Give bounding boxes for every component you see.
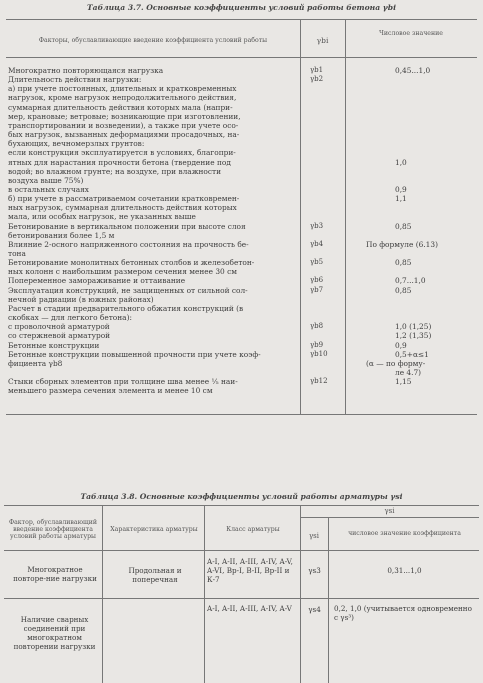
table-3-7-value: 0,7...1,0	[395, 276, 426, 286]
table-3-8-header-factor: Фактор, обуславливающий введение коэффициента условий работы арматуры	[8, 519, 97, 540]
table-3-7-value: 1,0	[395, 157, 407, 167]
table-3-8-header-class: Класс арматуры	[226, 526, 280, 533]
table-3-7-row-text: Попеременное замораживание и оттаивание	[8, 276, 186, 286]
table-3-7-header-rule	[6, 57, 477, 58]
table-row-value: 0,31...1,0	[387, 566, 422, 575]
table-3-7-row-text: Эксплуатация конструкций, не защищенных от сильной сол-	[8, 285, 248, 295]
table-3-7-row-text: ных нагрузок, суммарная длительность действия которых	[8, 203, 237, 213]
table-3-8-header-rule	[4, 550, 479, 551]
table-row-symbol: γs3	[308, 566, 321, 575]
table-3-7-value: 0,85	[395, 258, 412, 268]
table-3-7-symbol: γb1	[310, 66, 324, 74]
table-row-characteristic: Продольная и поперечная	[128, 566, 182, 584]
table-3-7-header-symbol: γbi	[316, 36, 329, 45]
table-3-7-row-text: с проволочной арматурой	[8, 322, 110, 332]
table-3-8-header-symbol: γsi	[308, 532, 319, 540]
table-3-7-value: 0,9	[395, 340, 407, 350]
table-3-7-row-text: мала, или особых нагрузок, не указанных выше	[8, 212, 196, 222]
table-3-7-row-text: ятных для нарастания прочности бетона (твердение под	[8, 157, 231, 167]
table-3-7-symbol: γb7	[310, 285, 324, 294]
table-3-7-symbol: γb3	[310, 221, 324, 230]
table-3-8-col-divider-4	[328, 517, 329, 683]
table-row-factor: Наличие сварных соединений при многократном повторении нагрузки	[13, 615, 96, 651]
table-3-7-value: 0,85	[395, 221, 412, 231]
table-3-7-row-text: ных колонн с наибольшим размером сечения менее 30 см	[8, 267, 237, 277]
table-3-7-value: 1,15	[395, 377, 412, 387]
table-3-7-symbol: γb6	[310, 276, 324, 285]
table-3-7-value: 0,45...1,0	[395, 66, 431, 75]
table-3-7-row-text: в остальных случаях	[8, 184, 89, 194]
table-row-class: A-I, A-II, A-III, A-IV, A-V, A-VI, Вр-I, В-II, Вр-II и К-7	[207, 557, 293, 584]
table-3-7-row-text: б) при учете в рассматриваемом сочетании кратковремен-	[8, 194, 240, 204]
table-3-7-row-text: Стыки сборных элементов при толщине шва менее ⅕ наи-	[8, 377, 238, 387]
table-3-8-col-divider-1	[102, 505, 103, 683]
table-3-7-symbol: γb9	[310, 340, 324, 349]
table-row-value: 0,2, 1,0 (учитывается одновременно с γs³)	[334, 604, 472, 622]
table-3-7-caption: Таблица 3.7. Основные коэффициенты условий работы бетона γbi	[87, 3, 396, 12]
table-3-8-col-divider-2	[204, 505, 205, 683]
table-3-7-bottom-rule	[6, 414, 477, 415]
table-3-7-value: 0,5+α≤1	[395, 349, 429, 359]
table-3-7-header-factors: Факторы, обуславливающие введение коэффициента условий работы	[38, 37, 268, 44]
table-3-7-row-text: нагрузок, кроме нагрузок непродолжительного действия,	[8, 93, 237, 103]
table-3-7-row-text: если конструкция эксплуатируется в условиях, благопри-	[8, 148, 236, 158]
table-row-symbol: γs4	[308, 605, 321, 614]
table-3-7-value: По формуле (6.13)	[366, 239, 438, 249]
table-3-7-symbol: γb12	[310, 377, 328, 386]
table-3-7-row-text: со стержневой арматурой	[8, 331, 111, 341]
table-3-7-symbol: γb5	[310, 258, 324, 267]
table-3-7-value: 1,2 (1,35)	[395, 331, 432, 341]
table-3-7-row-text: водой; во влажном грунте; на воздухе, при влажности	[8, 166, 222, 176]
table-3-7-row-text: скобках — для легкого бетона):	[8, 313, 132, 323]
table-3-8-header-value: числовое значение коэффициента	[348, 530, 461, 537]
table-3-7-row-text: бетонирования более 1,5 м	[8, 230, 115, 240]
table-3-7-row-text: воздуха выше 75%)	[8, 175, 84, 185]
table-3-7-col-divider-1	[300, 19, 301, 414]
table-3-7-top-rule	[6, 19, 477, 20]
table-3-7-symbol: γb8	[310, 322, 324, 331]
table-3-8-col-divider-3	[300, 505, 301, 683]
table-3-7-row-text: а) при учете постоянных, длительных и кратковременных	[8, 84, 237, 94]
table-3-8-group-rule	[300, 517, 479, 518]
table-3-7-value: 1,0 (1,25)	[395, 322, 432, 332]
table-3-7-row-text: Бетонные конструкции повышенной прочности при учете коэф-	[8, 349, 261, 359]
table-3-7-value: 0,85	[395, 285, 412, 295]
table-3-7-value: (α — по форму-	[366, 358, 426, 368]
table-3-8-row-rule	[4, 598, 479, 599]
table-row-factor: Многократное повторе-ние нагрузки	[13, 565, 97, 583]
table-3-7-row-text: фициента γb8	[8, 358, 63, 368]
table-3-8-header-group: γsi	[384, 507, 395, 515]
table-3-7-value: ле 4.7)	[395, 367, 422, 377]
table-3-7-row-text: Многократно повторяющаяся нагрузка	[8, 66, 164, 75]
table-3-7-symbol: γb2	[310, 75, 324, 84]
table-3-7-row-text: Бетонирование монолитных бетонных столбов и железобетон-	[8, 258, 255, 268]
table-3-7-row-text: Бетонирование в вертикальном положении при высоте слоя	[8, 221, 246, 231]
table-3-7-col-divider-2	[345, 19, 346, 414]
table-3-7-row-text: суммарная длительность действия которых мала (напри-	[8, 102, 233, 112]
table-3-7-row-text: нечной радиации (в южных районах)	[8, 294, 154, 304]
table-3-8-caption: Таблица 3.8. Основные коэффициенты условий работы арматуры γsi	[80, 492, 403, 501]
table-3-7-row-text: бых нагрузок, вызванных деформациями просадочных, на-	[8, 130, 240, 140]
table-3-7-row-text: Влияние 2-осного напряженного состояния на прочность бе-	[8, 239, 249, 249]
table-3-7-value: 1,1	[395, 194, 407, 204]
table-3-7-header-value: Числовое значение	[379, 30, 443, 37]
table-3-7-symbol: γb10	[310, 349, 328, 358]
table-3-7-row-text: Бетонные конструкции	[8, 340, 100, 350]
table-3-7-row-text: мер, крановые; ветровые; возникающие при изготовлении,	[8, 111, 241, 121]
table-3-8-top-rule	[4, 505, 479, 506]
table-3-7-row-text: Длительность действия нагрузки:	[8, 75, 142, 85]
table-3-7-row-text: транспортировании и возведении), а также при учете осо-	[8, 120, 239, 130]
table-3-7-symbol: γb4	[310, 239, 324, 248]
table-3-7-row-text: тона	[8, 249, 26, 258]
table-3-7-value: 0,9	[395, 184, 407, 194]
table-3-7-row-text: меньшего размера сечения элемента и менее 10 см	[8, 386, 213, 396]
table-3-7-row-text: бухающих, вечномерзлых грунтов:	[8, 139, 145, 149]
table-row-class: A-I, A-II, A-III, A-IV, A-V	[207, 604, 292, 613]
table-3-8-header-characteristic: Характеристика арматуры	[110, 526, 198, 533]
table-3-7-row-text: Расчет в стадии предварительного обжатия конструкций (в	[8, 303, 244, 313]
